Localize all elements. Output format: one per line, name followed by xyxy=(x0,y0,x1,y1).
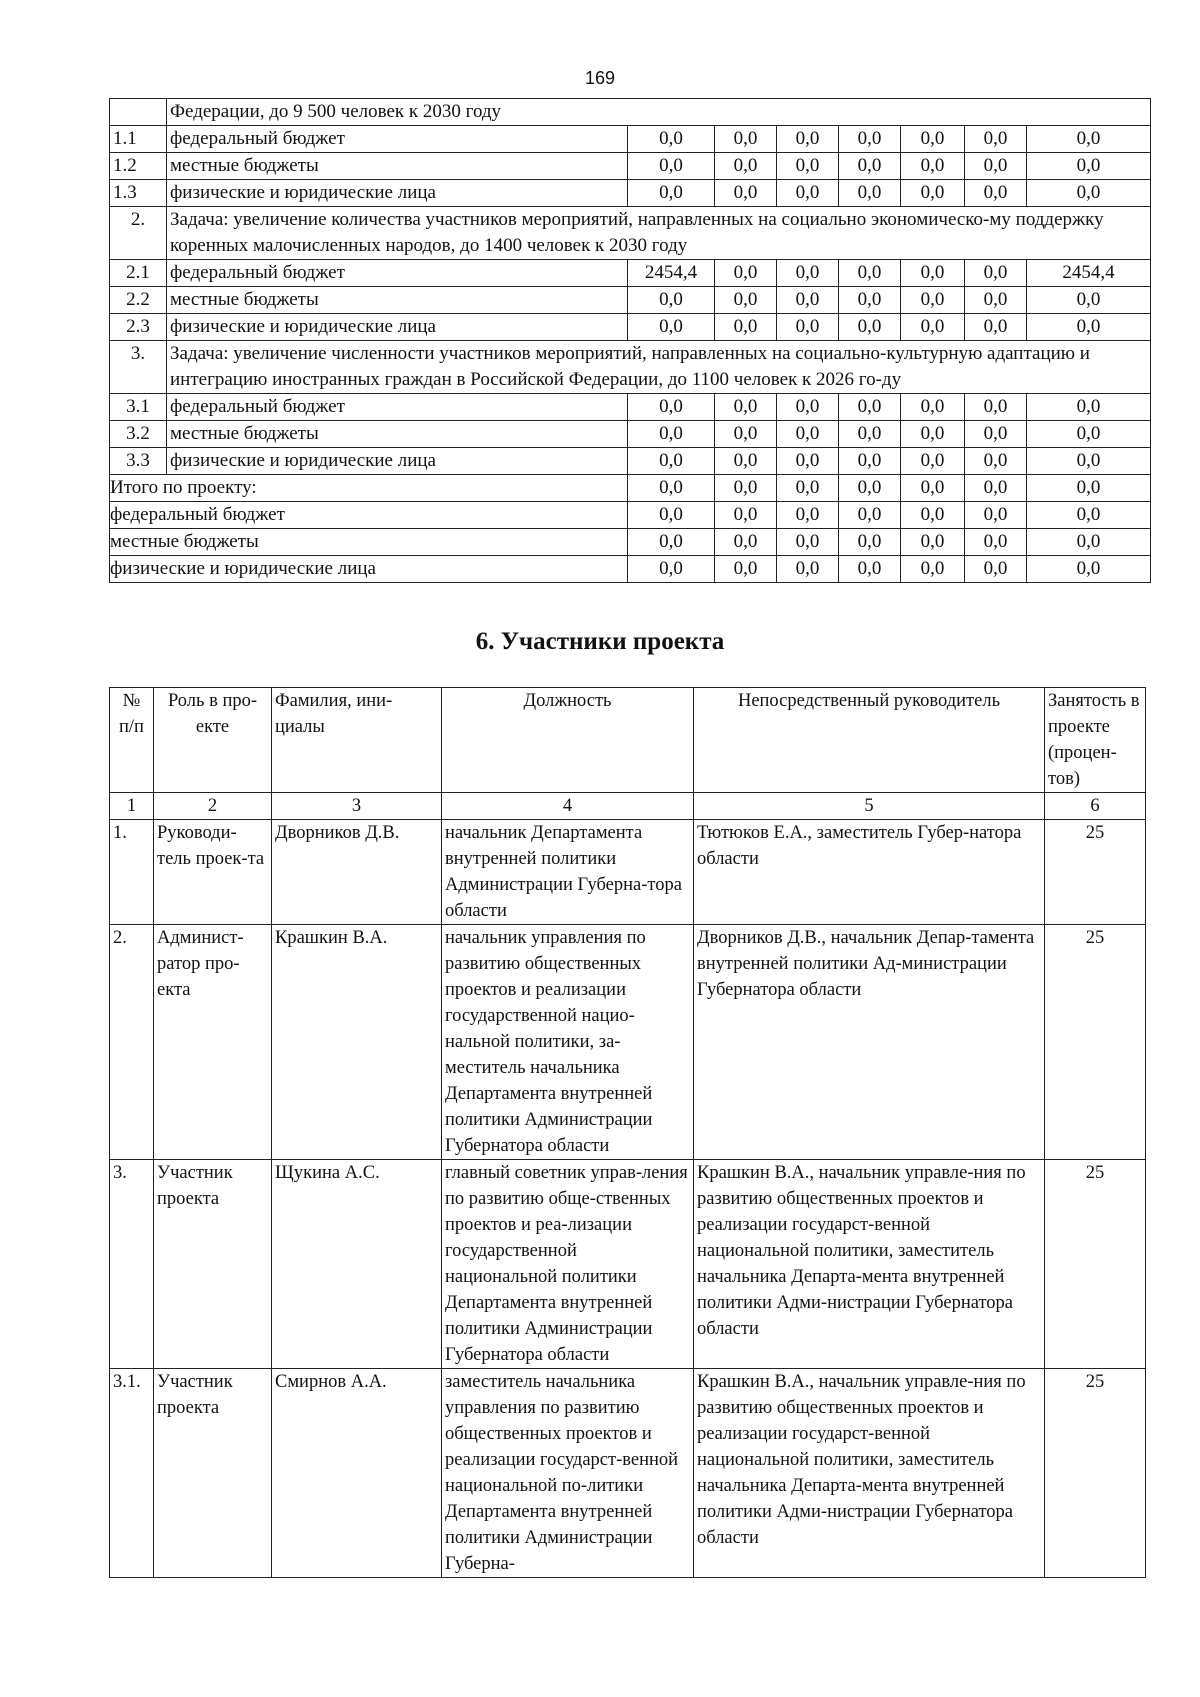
participant-row xyxy=(110,820,1146,925)
value-cell: 0,0 xyxy=(901,502,965,529)
value-cell: 0,0 xyxy=(777,394,839,421)
value-cell: 0,0 xyxy=(1027,556,1151,583)
participant-name: Крашкин В.А. xyxy=(272,925,442,1160)
row-number: 2.1 xyxy=(110,260,167,287)
header-row xyxy=(110,688,1146,793)
value-cell: 0,0 xyxy=(715,287,777,314)
value-cell: 0,0 xyxy=(715,153,777,180)
value-cell: 0,0 xyxy=(777,287,839,314)
value-cell: 0,0 xyxy=(901,180,965,207)
value-cell: 0,0 xyxy=(628,421,715,448)
value-cell: 0,0 xyxy=(901,556,965,583)
total-label: местные бюджеты xyxy=(110,529,628,556)
value-cell: 0,0 xyxy=(777,126,839,153)
value-cell: 0,0 xyxy=(901,126,965,153)
funding-source: местные бюджеты xyxy=(167,287,628,314)
value-cell: 0,0 xyxy=(839,126,901,153)
participant-name: Смирнов А.А. xyxy=(272,1369,442,1578)
funding-source: физические и юридические лица xyxy=(167,180,628,207)
value-cell: 0,0 xyxy=(628,502,715,529)
value-cell: 0,0 xyxy=(839,421,901,448)
column-number-row xyxy=(110,793,1146,820)
row-number: 2. xyxy=(110,207,167,260)
row-number: 3.1 xyxy=(110,394,167,421)
value-cell: 0,0 xyxy=(965,448,1027,475)
participant-name: Дворников Д.В. xyxy=(272,820,442,925)
value-cell: 0,0 xyxy=(715,260,777,287)
budget-row xyxy=(110,180,1151,207)
value-cell: 0,0 xyxy=(628,180,715,207)
funding-source: федеральный бюджет xyxy=(167,126,628,153)
value-cell: 2454,4 xyxy=(628,260,715,287)
value-cell: 0,0 xyxy=(901,475,965,502)
value-cell: 0,0 xyxy=(1027,314,1151,341)
funding-source: федеральный бюджет xyxy=(167,260,628,287)
value-cell: 0,0 xyxy=(715,126,777,153)
col-num-2: 2 xyxy=(154,793,272,820)
funding-source: физические и юридические лица xyxy=(167,314,628,341)
row-number: 2.2 xyxy=(110,287,167,314)
col-num-5: 5 xyxy=(694,793,1045,820)
total-label: Итого по проекту: xyxy=(110,475,628,502)
funding-source: федеральный бюджет xyxy=(167,394,628,421)
total-row xyxy=(110,556,1151,583)
value-cell: 0,0 xyxy=(839,529,901,556)
value-cell: 0,0 xyxy=(628,394,715,421)
task-row xyxy=(110,99,1151,126)
participant-manager: Дворников Д.В., начальник Депар-тамента внутренней политики Ад-министрации Губернатора области xyxy=(694,925,1045,1160)
task-text: Задача: увеличение численности участников мероприятий, направленных на социально-культурную адаптацию и интеграцию иностранных граждан в Российской Федерации, до 1100 человек к 2026 го-ду xyxy=(167,341,1151,394)
value-cell: 0,0 xyxy=(715,180,777,207)
budget-table xyxy=(109,98,1151,583)
header-load: Занятость в проекте (процен-тов) xyxy=(1045,688,1146,793)
value-cell: 0,0 xyxy=(965,153,1027,180)
value-cell: 0,0 xyxy=(901,529,965,556)
value-cell: 0,0 xyxy=(628,556,715,583)
task-row xyxy=(110,207,1151,260)
value-cell: 0,0 xyxy=(715,448,777,475)
value-cell: 0,0 xyxy=(777,448,839,475)
value-cell: 0,0 xyxy=(1027,502,1151,529)
value-cell: 0,0 xyxy=(628,126,715,153)
value-cell: 0,0 xyxy=(1027,448,1151,475)
value-cell: 0,0 xyxy=(839,314,901,341)
funding-source: местные бюджеты xyxy=(167,421,628,448)
budget-row xyxy=(110,421,1151,448)
value-cell: 0,0 xyxy=(965,180,1027,207)
value-cell: 0,0 xyxy=(965,260,1027,287)
task-text: Задача: увеличение количества участников мероприятий, направленных на социально экономическо-му поддержку коренных малочисленных народов, до 1400 человек к 2030 году xyxy=(167,207,1151,260)
value-cell: 0,0 xyxy=(901,314,965,341)
participant-manager: Тютюков Е.А., заместитель Губер-натора области xyxy=(694,820,1045,925)
value-cell: 0,0 xyxy=(901,421,965,448)
budget-row xyxy=(110,448,1151,475)
value-cell: 0,0 xyxy=(1027,180,1151,207)
total-label: физические и юридические лица xyxy=(110,556,628,583)
participant-row xyxy=(110,1160,1146,1369)
participant-role: Участник проекта xyxy=(154,1160,272,1369)
value-cell: 0,0 xyxy=(965,529,1027,556)
value-cell: 0,0 xyxy=(901,448,965,475)
value-cell: 0,0 xyxy=(777,314,839,341)
value-cell: 0,0 xyxy=(965,421,1027,448)
participant-number: 2. xyxy=(110,925,154,1160)
value-cell: 0,0 xyxy=(965,475,1027,502)
row-number xyxy=(110,99,167,126)
value-cell: 0,0 xyxy=(628,529,715,556)
value-cell: 0,0 xyxy=(715,502,777,529)
funding-source: физические и юридические лица xyxy=(167,448,628,475)
row-number: 3. xyxy=(110,341,167,394)
participant-number: 3.1. xyxy=(110,1369,154,1578)
value-cell: 0,0 xyxy=(715,421,777,448)
value-cell: 0,0 xyxy=(777,529,839,556)
budget-row xyxy=(110,314,1151,341)
value-cell: 0,0 xyxy=(839,448,901,475)
budget-row xyxy=(110,260,1151,287)
budget-row xyxy=(110,153,1151,180)
value-cell: 0,0 xyxy=(1027,126,1151,153)
header-manager: Непосредственный руководитель xyxy=(694,688,1045,793)
value-cell: 0,0 xyxy=(839,180,901,207)
value-cell: 0,0 xyxy=(1027,529,1151,556)
total-row xyxy=(110,529,1151,556)
value-cell: 0,0 xyxy=(777,502,839,529)
header-name: Фамилия, ини-циалы xyxy=(272,688,442,793)
value-cell: 0,0 xyxy=(628,287,715,314)
value-cell: 0,0 xyxy=(1027,153,1151,180)
value-cell: 0,0 xyxy=(628,314,715,341)
participant-manager: Крашкин В.А., начальник управле-ния по развитию общественных проектов и реализации государст-венной национальной политики, заместитель начальника Департа-мента внутренней политики Адми-нистрации Губернатора области xyxy=(694,1160,1045,1369)
page-number: 169 xyxy=(584,68,616,88)
total-row xyxy=(110,475,1151,502)
value-cell: 0,0 xyxy=(965,126,1027,153)
value-cell: 0,0 xyxy=(628,475,715,502)
value-cell: 0,0 xyxy=(839,556,901,583)
value-cell: 0,0 xyxy=(839,394,901,421)
value-cell: 0,0 xyxy=(777,153,839,180)
participant-position: главный советник управ-ления по развитию обще-ственных проектов и реа-лизации государственной национальной политики Департамента внутренней политики Администрации Губернатора области xyxy=(442,1160,694,1369)
value-cell: 0,0 xyxy=(1027,475,1151,502)
value-cell: 0,0 xyxy=(715,475,777,502)
value-cell: 0,0 xyxy=(901,153,965,180)
budget-row xyxy=(110,287,1151,314)
value-cell: 0,0 xyxy=(715,394,777,421)
value-cell: 0,0 xyxy=(965,314,1027,341)
participant-load: 25 xyxy=(1045,925,1146,1160)
budget-row xyxy=(110,126,1151,153)
row-number: 1.1 xyxy=(110,126,167,153)
task-text: Федерации, до 9 500 человек к 2030 году xyxy=(167,99,1151,126)
participant-position: начальник управления по развитию общественных проектов и реализации государственной нацио-нальной политики, за-меститель начальника Департамента внутренней политики Администрации Губернатора области xyxy=(442,925,694,1160)
value-cell: 0,0 xyxy=(965,502,1027,529)
col-num-6: 6 xyxy=(1045,793,1146,820)
value-cell: 0,0 xyxy=(839,153,901,180)
participant-manager: Крашкин В.А., начальник управле-ния по развитию общественных проектов и реализации государст-венной национальной политики, заместитель начальника Департа-мента внутренней политики Адми-нистрации Губернатора области xyxy=(694,1369,1045,1578)
participant-row xyxy=(110,1369,1146,1578)
participant-load: 25 xyxy=(1045,820,1146,925)
value-cell: 0,0 xyxy=(965,556,1027,583)
value-cell: 0,0 xyxy=(777,475,839,502)
header-role: Роль в про-екте xyxy=(154,688,272,793)
row-number: 3.3 xyxy=(110,448,167,475)
value-cell: 2454,4 xyxy=(1027,260,1151,287)
col-num-3: 3 xyxy=(272,793,442,820)
row-number: 3.2 xyxy=(110,421,167,448)
value-cell: 0,0 xyxy=(901,287,965,314)
header-position: Должность xyxy=(442,688,694,793)
value-cell: 0,0 xyxy=(901,394,965,421)
row-number: 1.3 xyxy=(110,180,167,207)
participant-load: 25 xyxy=(1045,1160,1146,1369)
value-cell: 0,0 xyxy=(839,260,901,287)
participants-table xyxy=(109,687,1146,1578)
participant-role: Руководи-тель проек-та xyxy=(154,820,272,925)
value-cell: 0,0 xyxy=(1027,394,1151,421)
value-cell: 0,0 xyxy=(777,421,839,448)
value-cell: 0,0 xyxy=(777,556,839,583)
col-num-1: 1 xyxy=(110,793,154,820)
participant-position: начальник Департамента внутренней политики Администрации Губерна-тора области xyxy=(442,820,694,925)
section-title: 6. Участники проекта xyxy=(475,628,725,655)
value-cell: 0,0 xyxy=(715,556,777,583)
value-cell: 0,0 xyxy=(965,394,1027,421)
header-num: № п/п xyxy=(110,688,154,793)
total-row xyxy=(110,502,1151,529)
value-cell: 0,0 xyxy=(1027,287,1151,314)
value-cell: 0,0 xyxy=(628,153,715,180)
value-cell: 0,0 xyxy=(777,260,839,287)
value-cell: 0,0 xyxy=(839,475,901,502)
participant-row xyxy=(110,925,1146,1160)
budget-row xyxy=(110,394,1151,421)
value-cell: 0,0 xyxy=(901,260,965,287)
value-cell: 0,0 xyxy=(715,529,777,556)
value-cell: 0,0 xyxy=(715,314,777,341)
participant-role: Участник проекта xyxy=(154,1369,272,1578)
task-row xyxy=(110,341,1151,394)
value-cell: 0,0 xyxy=(1027,421,1151,448)
participant-number: 3. xyxy=(110,1160,154,1369)
value-cell: 0,0 xyxy=(965,287,1027,314)
participant-number: 1. xyxy=(110,820,154,925)
participant-name: Щукина А.С. xyxy=(272,1160,442,1369)
row-number: 2.3 xyxy=(110,314,167,341)
participant-role: Админист-ратор про-екта xyxy=(154,925,272,1160)
row-number: 1.2 xyxy=(110,153,167,180)
col-num-4: 4 xyxy=(442,793,694,820)
participant-position: заместитель начальника управления по развитию общественных проектов и реализации государст-венной национальной по-литики Департамента внутренней политики Администрации Губерна- xyxy=(442,1369,694,1578)
funding-source: местные бюджеты xyxy=(167,153,628,180)
participant-load: 25 xyxy=(1045,1369,1146,1578)
total-label: федеральный бюджет xyxy=(110,502,628,529)
value-cell: 0,0 xyxy=(839,502,901,529)
value-cell: 0,0 xyxy=(777,180,839,207)
value-cell: 0,0 xyxy=(628,448,715,475)
value-cell: 0,0 xyxy=(839,287,901,314)
